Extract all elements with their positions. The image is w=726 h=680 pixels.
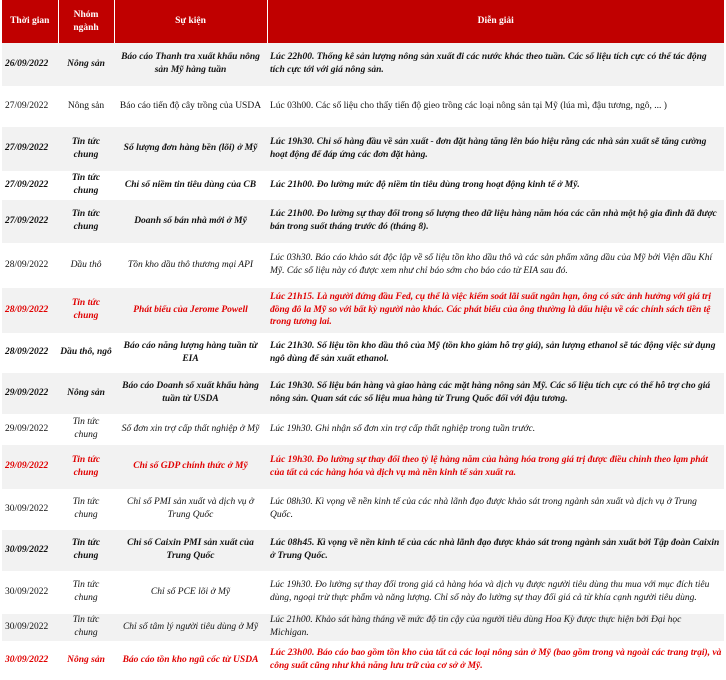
row-date-cell: 28/09/2022 [2,243,58,287]
row-category-cell: Tin tức chung [58,414,114,444]
row-description-cell: Lúc 03h00. Các số liệu cho thấy tiến độ gieo trồng các loại nông sản tại Mỹ (lúa mì, đậu tương, ngô, ... ) [267,86,724,126]
table-body [2,43,724,679]
row-description-cell: Lúc 22h00. Thống kê sản lượng nông sản xuất đi các nước khác theo tuần. Các số liệu tích cực có thể tác động tích cực tới với giá nông sản. [267,43,724,86]
row-date-cell: 28/09/2022 [2,333,58,372]
row-date-cell: 30/09/2022 [2,613,58,641]
table-row [2,641,724,679]
row-description-cell: Lúc 21h15. Là người đứng đầu Fed, cụ thể là việc kiểm soát lãi suất ngân hạn, ông có sức ảnh hưởng với giá trị đồng đô la Mỹ so với bất kỳ người nào khác. Các phát biểu của ông thường là dấu hiệu về các chính sách tiền tệ trong tương lai. [267,287,724,333]
row-category-cell: Nông sản [58,86,114,126]
row-date-cell: 27/09/2022 [2,86,58,126]
table-row [2,529,724,571]
row-description-cell: Lúc 21h00. Đo lường mức độ niềm tin tiêu dùng trong hoạt động kinh tế ở Mỹ. [267,171,724,199]
row-description-cell: Lúc 21h00. Khảo sát hàng tháng về mức độ tin cậy của người tiêu dùng Hoa Kỳ được thực hiện bởi Đại học Michigan. [267,613,724,641]
table-row [2,199,724,243]
row-date-cell: 30/09/2022 [2,529,58,571]
header-description: Diễn giải [267,0,724,43]
row-description-cell: Lúc 21h30. Số liệu tồn kho dầu thô của Mỹ (tồn kho giảm hỗ trợ giá), sản lượng ethanol sẽ tác động việc sử dụng ngô dùng để sản xuất ethanol. [267,333,724,372]
header-category: Nhóm ngành [58,0,114,43]
row-category-cell: Nông sản [58,641,114,679]
table-row [2,126,724,171]
row-event-cell: Báo cáo tiến độ cây trồng của USDA [114,86,267,126]
event-calendar-table [2,0,724,680]
row-category-cell: Nông sản [58,372,114,414]
row-category-cell: Tin tức chung [58,126,114,171]
table-row [2,243,724,287]
table-row [2,613,724,641]
table-header [2,0,724,43]
table-row [2,571,724,613]
row-event-cell: Chỉ số Caixin PMI sản xuất của Trung Quốc [114,529,267,571]
table-row [2,43,724,86]
table-row [2,287,724,333]
row-description-cell: Lúc 19h30. Đo lường sự thay đổi trong giá cả hàng hóa và dịch vụ được người tiêu dùng thu mua với mục đích tiêu dùng, ngoại trừ thực phẩm và năng lượng. Chỉ số này đo lường sự thay đổi giá cả từ khía cạnh người tiêu dùng. [267,571,724,613]
row-category-cell: Tin tức chung [58,529,114,571]
row-event-cell: Phát biểu của Jerome Powell [114,287,267,333]
table-row [2,444,724,489]
row-event-cell: Số đơn xin trợ cấp thất nghiệp ở Mỹ [114,414,267,444]
row-event-cell: Báo cáo Doanh số xuất khẩu hàng tuần từ USDA [114,372,267,414]
row-date-cell: 30/09/2022 [2,641,58,679]
row-date-cell: 26/09/2022 [2,43,58,86]
row-category-cell: Dầu thô [58,243,114,287]
table-row [2,86,724,126]
row-description-cell: Lúc 19h30. Số liệu bán hàng và giao hàng các mặt hàng nông sản Mỹ. Các số liệu tích cực có thể hỗ trợ cho giá nông sản. Quan sát các số liệu mua hàng từ Trung Quốc đối với đậu tương. [267,372,724,414]
row-category-cell: Dầu thô, ngô [58,333,114,372]
row-date-cell: 27/09/2022 [2,126,58,171]
row-category-cell: Tin tức chung [58,489,114,529]
row-description-cell: Lúc 03h30. Báo cáo khảo sát độc lập về số liệu tồn kho dầu thô và các sản phẩm xăng dầu của Mỹ bởi Viện dầu Khí Mỹ. Các số liệu này có được xem như chỉ báo sớm cho báo cáo từ EIA sau đó. [267,243,724,287]
header-time: Thời gian [2,0,58,43]
row-description-cell: Lúc 19h30. Đo lường sự thay đổi theo tỷ lệ hàng năm của hàng hóa trong giá trị được điều chỉnh theo lạm phát của tất cả các hàng hóa và dịch vụ mà nền kinh tế sản xuất ra. [267,444,724,489]
row-event-cell: Tồn kho dầu thô thương mại API [114,243,267,287]
row-date-cell: 28/09/2022 [2,287,58,333]
header-event: Sự kiện [114,0,267,43]
row-date-cell: 29/09/2022 [2,372,58,414]
row-description-cell: Lúc 08h30. Kì vọng về nền kinh tế của các nhà lãnh đạo được khảo sát trong ngành sản xuất và dịch vụ ở Trung Quốc. [267,489,724,529]
row-date-cell: 29/09/2022 [2,414,58,444]
table-row [2,414,724,444]
row-event-cell: Báo cáo năng lượng hàng tuần từ EIA [114,333,267,372]
table-row [2,333,724,372]
row-date-cell: 30/09/2022 [2,571,58,613]
row-description-cell: Lúc 21h00. Đo lường sự thay đổi trong số lượng theo dữ liệu hàng năm hóa các căn nhà một hộ gia đình đã được bán trong suốt tháng trước đó (tháng 8). [267,199,724,243]
table-row [2,372,724,414]
row-event-cell: Chỉ số PCE lõi ở Mỹ [114,571,267,613]
row-description-cell: Lúc 19h30. Ghi nhận số đơn xin trợ cấp thất nghiệp trong tuần trước. [267,414,724,444]
row-category-cell: Tin tức chung [58,171,114,199]
row-description-cell: Lúc 23h00. Báo cáo bao gồm tồn kho của tất cả các loại nông sản ở Mỹ (bao gồm trong và ngoài các trang trại), và công suất cũng như khả năng lưu trữ của cơ sở ở Mỹ. [267,641,724,679]
row-event-cell: Doanh số bán nhà mới ở Mỹ [114,199,267,243]
table-row [2,489,724,529]
row-description-cell: Lúc 08h45. Kì vọng về nền kinh tế của các nhà lãnh đạo được khảo sát trong ngành sản xuất bởi Tập đoàn Caixin ở Trung Quốc. [267,529,724,571]
row-category-cell: Tin tức chung [58,287,114,333]
row-event-cell: Số lượng đơn hàng bền (lõi) ở Mỹ [114,126,267,171]
row-category-cell: Tin tức chung [58,444,114,489]
row-date-cell: 29/09/2022 [2,444,58,489]
row-date-cell: 30/09/2022 [2,489,58,529]
row-event-cell: Báo cáo Thanh tra xuất khẩu nông sản Mỹ hàng tuần [114,43,267,86]
row-category-cell: Nông sản [58,43,114,86]
row-category-cell: Tin tức chung [58,571,114,613]
row-event-cell: Chỉ số PMI sản xuất và dịch vụ ở Trung Quốc [114,489,267,529]
row-date-cell: 27/09/2022 [2,199,58,243]
row-event-cell: Báo cáo tồn kho ngũ cốc từ USDA [114,641,267,679]
row-event-cell: Chỉ số niềm tin tiêu dùng của CB [114,171,267,199]
row-category-cell: Tin tức chung [58,613,114,641]
row-event-cell: Chỉ số tâm lý người tiêu dùng ở Mỹ [114,613,267,641]
row-event-cell: Chỉ số GDP chính thức ở Mỹ [114,444,267,489]
row-description-cell: Lúc 19h30. Chỉ số hàng đầu về sản xuất - đơn đặt hàng tăng lên báo hiệu rằng các nhà sản xuất sẽ tăng cường hoạt động để đáp ứng các đơn đặt hàng. [267,126,724,171]
row-date-cell: 27/09/2022 [2,171,58,199]
row-category-cell: Tin tức chung [58,199,114,243]
table-row [2,171,724,199]
